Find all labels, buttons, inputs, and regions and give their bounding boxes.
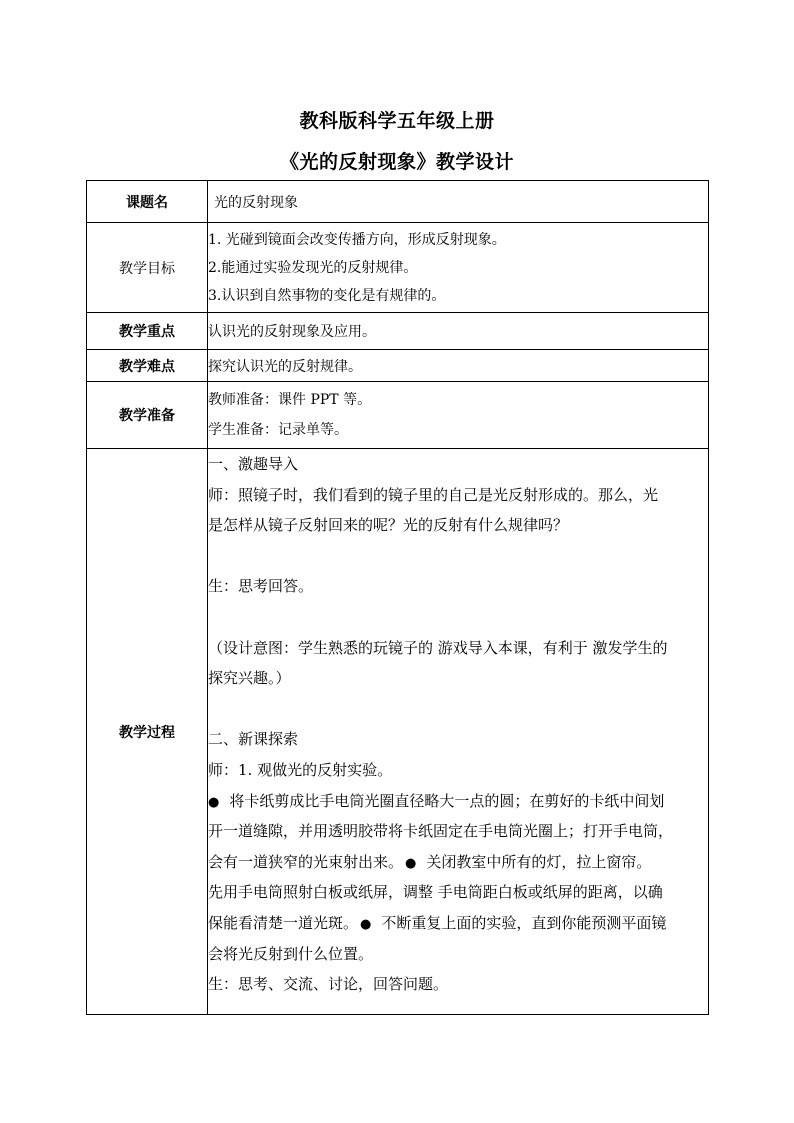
goal-item: 1. 光碰到镜面会改变传播方向，形成反射现象。 <box>208 231 506 248</box>
difficulties-label: 教学难点 <box>87 350 208 382</box>
preparation-item: 教师准备：课件 PPT 等。 <box>208 392 372 408</box>
table-row-goals <box>87 223 709 313</box>
process-line <box>208 908 708 939</box>
process-label: 教学过程 <box>87 449 208 1015</box>
bullet-icon: ● <box>405 855 417 871</box>
preparation-content <box>208 382 709 449</box>
process-text: 不断重复上面的实验，直到你能预测平面镜 <box>381 913 667 932</box>
process-line: 一、激趣导入 <box>208 455 299 473</box>
process-text: 会有一道狭窄的光束射出来。 <box>208 852 404 871</box>
preparation-item: 学生准备：记录单等。 <box>208 422 348 438</box>
goal-item: 2.能通过实验发现光的反射规律。 <box>208 259 418 276</box>
process-content <box>208 449 709 1015</box>
topic-text: 光的反射现象 <box>214 194 298 211</box>
process-line: 会将光反射到什么位置。 <box>208 944 374 963</box>
bullet-icon: ● <box>360 916 372 932</box>
bullet-icon: ● <box>208 794 220 810</box>
process-line: 是怎样从镜子反射回来的呢？光的反射有什么规律吗？ <box>208 516 569 535</box>
process-text: 将卡纸剪成比手电筒光圈直径略大一点的圆；在剪好的卡纸中间划 <box>229 791 665 810</box>
blank-line <box>208 602 708 633</box>
table-row-topic <box>87 181 709 223</box>
goals-content <box>208 223 709 313</box>
topic-value <box>208 181 709 223</box>
process-line: 先用手电筒照射白板或纸屏，调整 手电筒距白板或纸屏的距离，以确 <box>208 883 663 902</box>
process-line: 开一道缝隙，并用透明胶带将卡纸固定在手电筒光圈上；打开手电筒， <box>208 822 674 841</box>
blank-line <box>208 694 708 725</box>
process-line: 师：照镜子时，我们看到的镜子里的自己是光反射形成的。那么，光 <box>208 485 659 504</box>
table-row-difficulties <box>87 350 709 382</box>
table-row-key-points <box>87 313 709 350</box>
key-points-value: 认识光的反射现象及应用。 <box>208 313 709 350</box>
table-row-process <box>87 449 709 1015</box>
process-line: 生：思考回答。 <box>208 577 314 596</box>
key-points-label: 教学重点 <box>87 313 208 350</box>
lesson-plan-table <box>86 180 709 1015</box>
process-line: 师：1. 观做光的反射实验。 <box>208 760 393 779</box>
process-line: 生：思考、交流、讨论，回答问题。 <box>208 975 449 994</box>
process-line: （设计意图：学生熟悉的玩镜子的 游戏导入本课，有利于 激发学生的 <box>208 638 668 657</box>
process-line <box>208 786 708 817</box>
goals-label: 教学目标 <box>87 223 208 313</box>
process-text: 关闭教室中所有的灯，拉上窗帘。 <box>426 852 652 871</box>
topic-label: 课题名 <box>87 181 208 223</box>
blank-line <box>208 541 708 572</box>
process-line: 二、新课探索 <box>208 730 299 749</box>
process-text: 保能看清楚一道光斑。 <box>208 913 359 932</box>
process-line: 探究兴趣。） <box>208 669 291 688</box>
difficulties-value: 探究认识光的反射规律。 <box>208 350 709 382</box>
preparation-label: 教学准备 <box>87 382 208 449</box>
document-subtitle: 《光的反射现象》教学设计 <box>279 151 514 173</box>
table-row-preparation <box>87 382 709 449</box>
goal-item: 3.认识到自然事物的变化是有规律的。 <box>208 287 446 304</box>
document-title: 教科版科学五年级上册 <box>299 110 495 132</box>
process-line <box>208 847 708 878</box>
